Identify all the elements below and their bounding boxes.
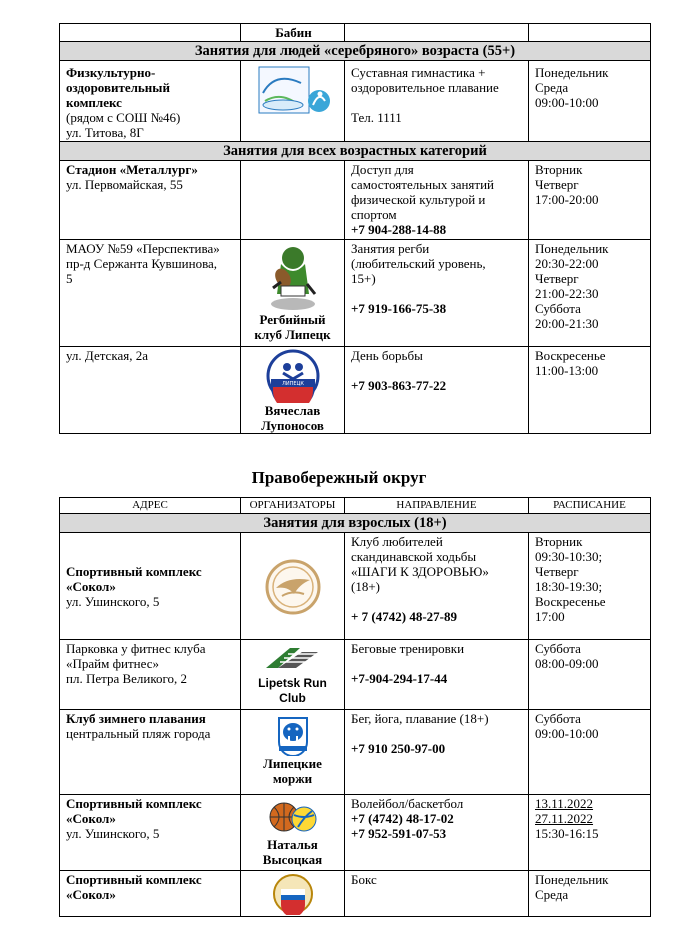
- column-header-organizers: ОРГАНИЗАТОРЫ: [241, 498, 345, 514]
- category-band: Занятия для всех возрастных категорий: [60, 142, 651, 161]
- organizer-cell: [241, 533, 345, 640]
- organizer-cell: Lipetsk Run Club: [241, 640, 345, 710]
- column-header-schedule: РАСПИСАНИЕ: [529, 498, 651, 514]
- schedule-cell: Понедельник 20:30-22:00 Четверг 21:00-22:30 Суббота 20:00-21:30: [529, 240, 651, 347]
- phone-text: +7 952-591-07-53: [351, 826, 447, 841]
- column-header-address: АДРЕС: [60, 498, 241, 514]
- direction-cell: Бокс: [345, 871, 529, 917]
- organizer-cell: Липецкие моржи: [241, 710, 345, 795]
- address-cell: МАОУ №59 «Перспектива» пр-д Сержанта Кувшинова, 5: [60, 240, 241, 347]
- schedule-cell: 13.11.2022 27.11.2022 15:30-16:15: [529, 795, 651, 871]
- svg-text:ЛИПЕЦК: ЛИПЕЦК: [281, 381, 304, 387]
- address-cell: Спортивный комплекс «Сокол»: [60, 871, 241, 917]
- date-text: 27.11.2022: [535, 811, 594, 826]
- run-club-logo-icon: [260, 642, 326, 676]
- organizer-cell: [241, 161, 345, 240]
- phone-text: +7 910 250-97-00: [351, 741, 446, 756]
- district-cell: Бабин: [241, 24, 345, 42]
- phone-text: +7 904-288-14-88: [351, 222, 447, 237]
- phone-text: +7 903-863-77-22: [351, 378, 447, 393]
- direction-cell: Беговые тренировки +7-904-294-17-44: [345, 640, 529, 710]
- schedule-cell: Вторник Четверг 17:00-20:00: [529, 161, 651, 240]
- organizer-cell: Регбийный клуб Липецк: [241, 240, 345, 347]
- boxing-federation-logo-icon: [271, 873, 315, 915]
- address-cell: Парковка у фитнес клуба «Прайм фитнес» пл. Петра Великого, 2: [60, 640, 241, 710]
- direction-cell: Бег, йога, плавание (18+) +7 910 250-97-00: [345, 710, 529, 795]
- direction-cell: Занятия регби (любительский уровень, 15+) +7 919-166-75-38: [345, 240, 529, 347]
- column-header-direction: НАПРАВЛЕНИЕ: [345, 498, 529, 514]
- phone-text: +7 (4742) 48-17-02: [351, 811, 454, 826]
- address-cell: Клуб зимнего плавания центральный пляж города: [60, 710, 241, 795]
- schedule-cell: Вторник 09:30-10:30; Четверг 18:30-19:30; Воскресенье 17:00: [529, 533, 651, 640]
- schedule-table-1: [59, 23, 651, 434]
- phone-text: +7-904-294-17-44: [351, 671, 448, 686]
- schedule-cell: Воскресенье 11:00-13:00: [529, 347, 651, 434]
- wrestling-school-logo-icon: [265, 349, 321, 403]
- schedule-cell: Суббота 09:00-10:00: [529, 710, 651, 795]
- phone-text: Тел. 1111: [351, 110, 402, 125]
- sokol-logo-icon: [264, 558, 322, 616]
- date-text: 13.11.2022: [535, 796, 594, 811]
- schedule-cell: Понедельник Среда 09:00-10:00: [529, 61, 651, 142]
- schedule-cell: Понедельник Среда: [529, 871, 651, 917]
- organizer-cell: [241, 871, 345, 917]
- walrus-club-logo-icon: [271, 712, 315, 756]
- phone-text: + 7 (4742) 48-27-89: [351, 609, 457, 624]
- address-cell: ул. Детская, 2а: [60, 347, 241, 434]
- organizer-cell: ЛИПЕЦК Вячеслав Лупоносов: [241, 347, 345, 434]
- direction-cell: Волейбол/баскетбол +7 (4742) 48-17-02 +7 952-591-07-53: [345, 795, 529, 871]
- address-cell: Физкультурно- оздоровительный комплекс (рядом с СОШ №46) ул. Титова, 8Г: [60, 61, 241, 142]
- schedule-table-2: [59, 497, 651, 917]
- health-complex-logo-icon: [253, 63, 333, 125]
- rugby-club-logo-icon: [263, 242, 323, 312]
- volleyball-basketball-icon: [268, 797, 318, 837]
- direction-cell: Суставная гимнастика + оздоровительное плавание Тел. 1111: [345, 61, 529, 142]
- address-cell: Стадион «Металлург» ул. Первомайская, 55: [60, 161, 241, 240]
- address-cell: Спортивный комплекс «Сокол» ул. Ушинского, 5: [60, 533, 241, 640]
- category-band: Занятия для людей «серебряного» возраста (55+): [60, 42, 651, 61]
- category-band: Занятия для взрослых (18+): [60, 514, 651, 533]
- schedule-cell: Суббота 08:00-09:00: [529, 640, 651, 710]
- direction-cell: Доступ для самостоятельных занятий физической культурой и спортом +7 904-288-14-88: [345, 161, 529, 240]
- organizer-cell: Наталья Высоцкая: [241, 795, 345, 871]
- address-cell: Спортивный комплекс «Сокол» ул. Ушинского, 5: [60, 795, 241, 871]
- section-title: Правобережный округ: [251, 468, 427, 487]
- direction-cell: День борьбы +7 903-863-77-22: [345, 347, 529, 434]
- phone-text: +7 919-166-75-38: [351, 301, 447, 316]
- direction-cell: Клуб любителей скандинавской ходьбы «ШАГИ К ЗДОРОВЬЮ» (18+) + 7 (4742) 48-27-89: [345, 533, 529, 640]
- organizer-cell: [241, 61, 345, 142]
